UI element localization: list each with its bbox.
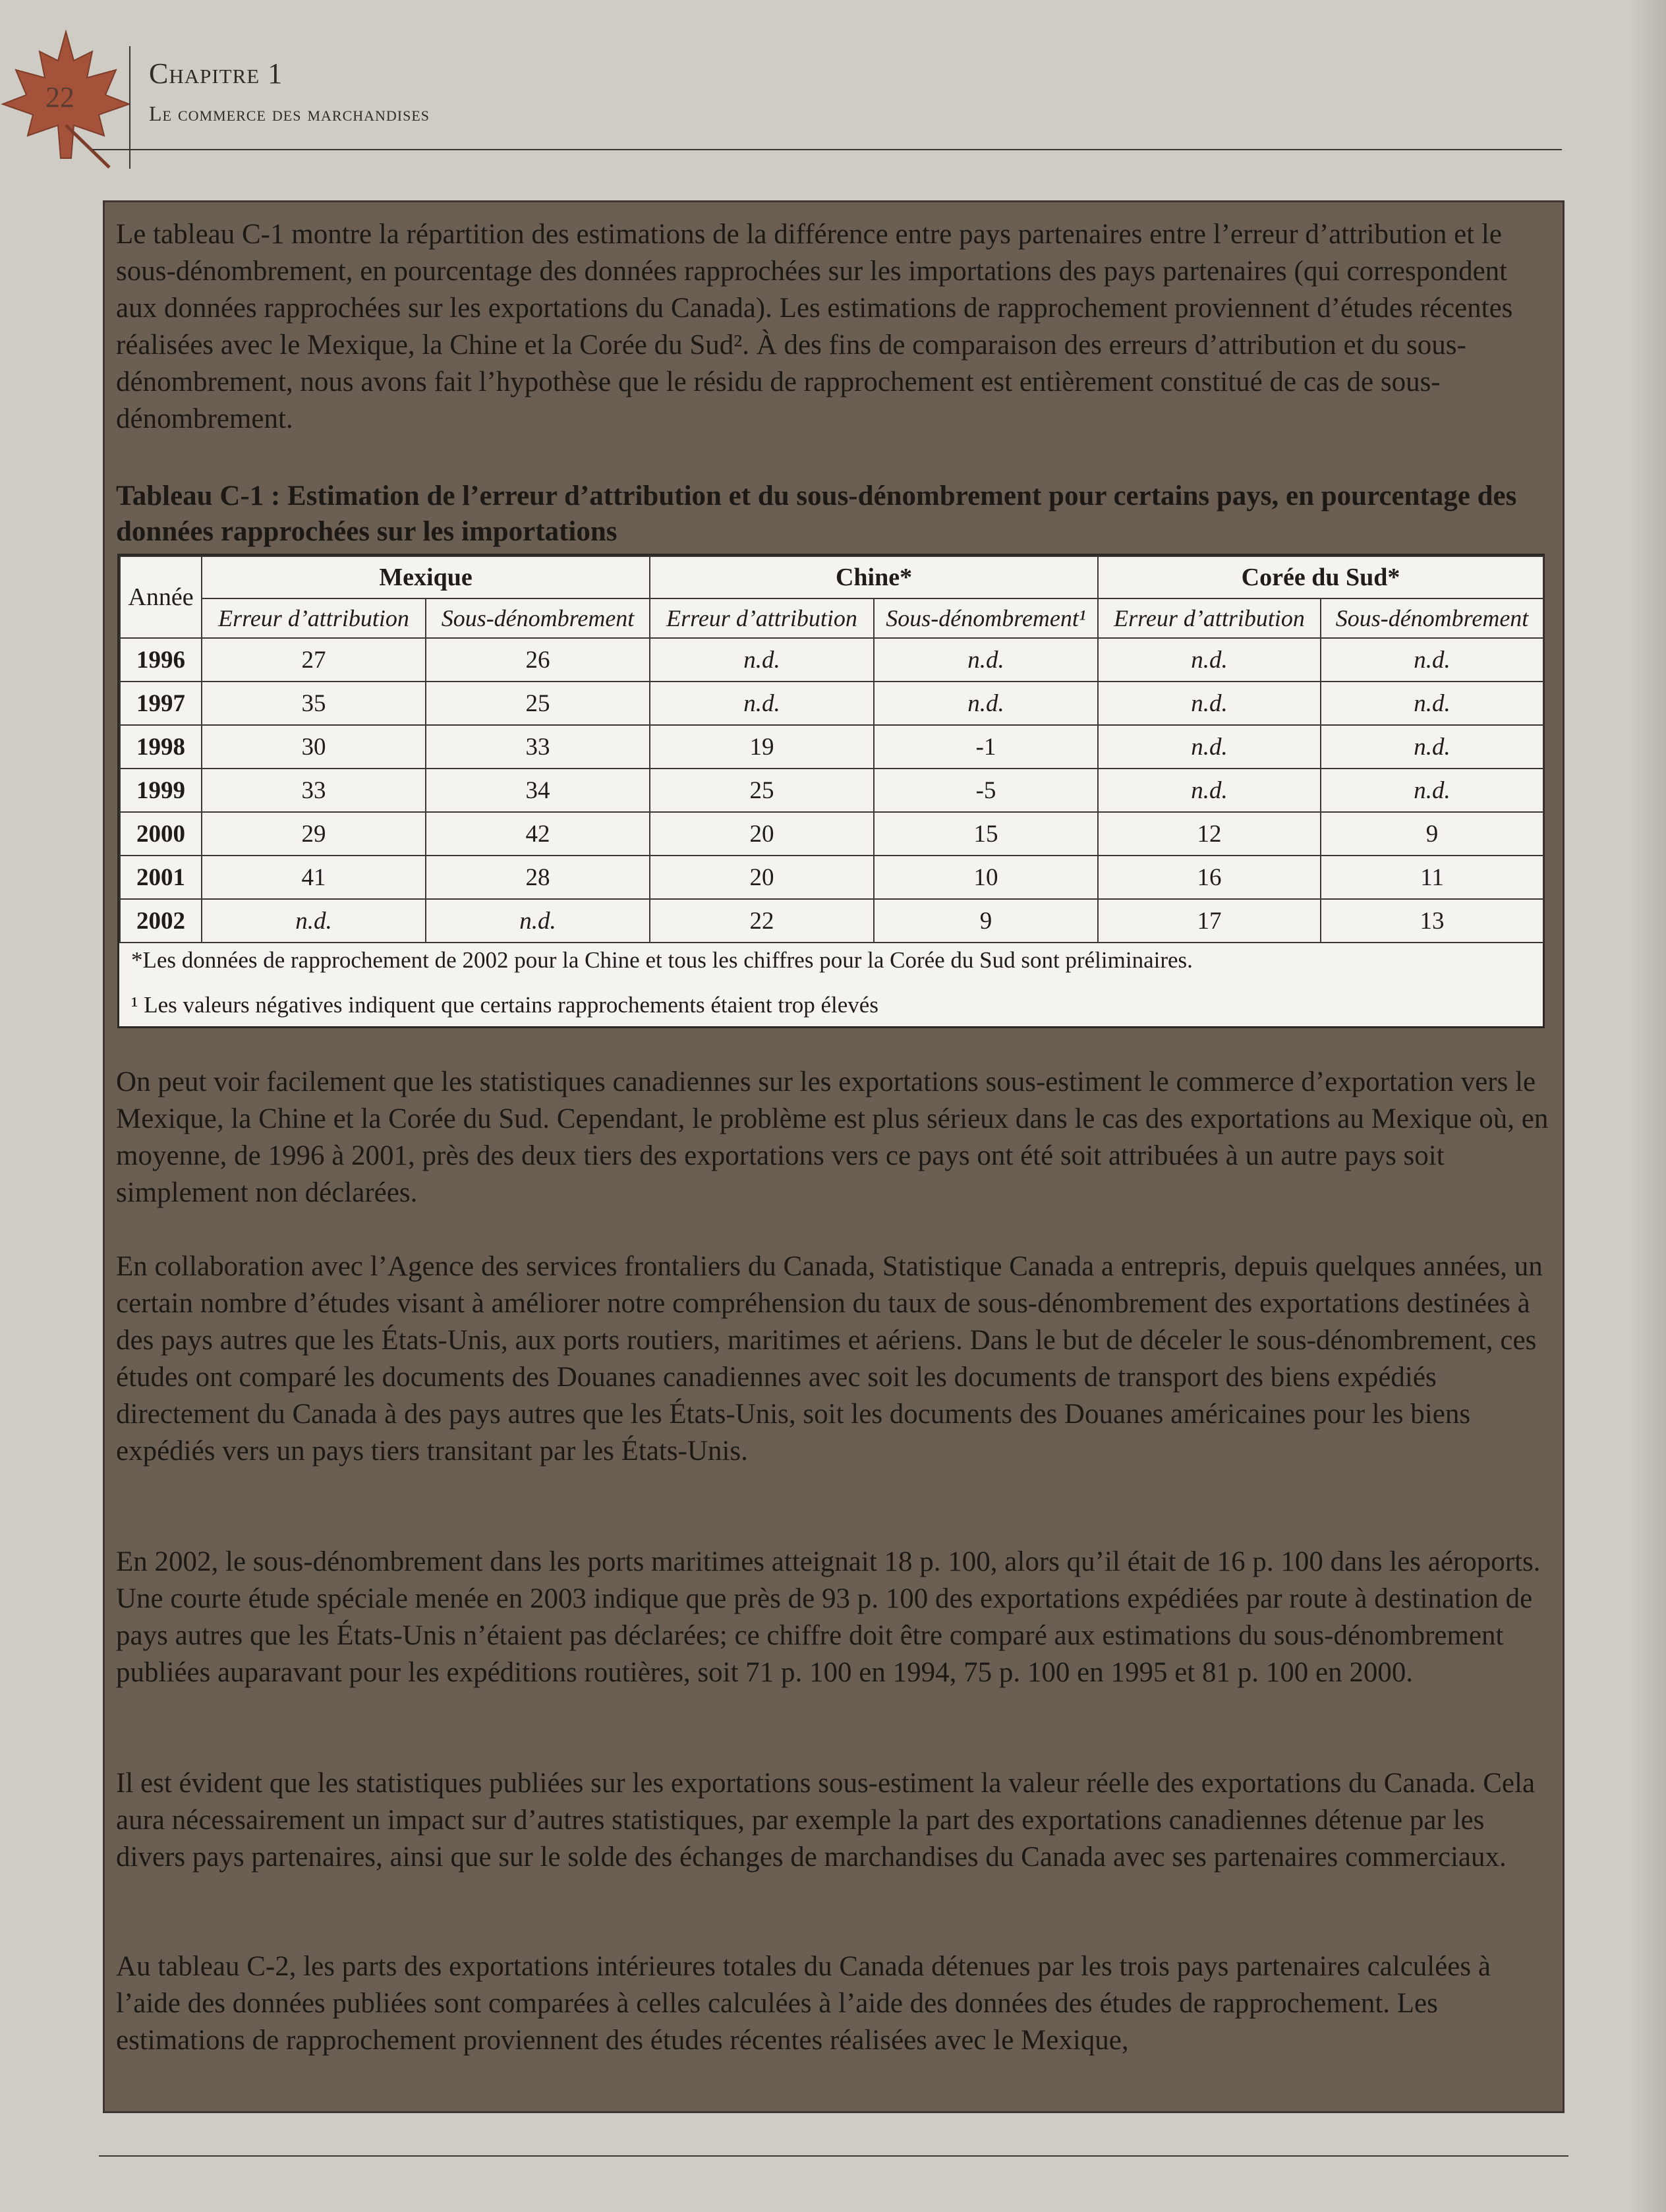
table-row (120, 638, 1543, 682)
table-cell: 30 (202, 725, 426, 769)
table-cell: -1 (874, 725, 1098, 769)
table-cell: 34 (426, 769, 650, 812)
table-cell: 26 (426, 638, 650, 682)
table-cell: n.d. (650, 682, 874, 725)
table-cell: n.d. (1098, 725, 1321, 769)
table-cell: n.d. (1098, 638, 1321, 682)
table-cell: 25 (650, 769, 874, 812)
table-cell: n.d. (202, 899, 426, 943)
group-header-mexique: Mexique (202, 556, 650, 598)
table-cell: 27 (202, 638, 426, 682)
table-cell: n.d. (426, 899, 650, 943)
table-row (120, 812, 1543, 856)
table-cell: 10 (874, 856, 1098, 899)
table-cell: 9 (1321, 812, 1543, 856)
table-cell: 19 (650, 725, 874, 769)
table-caption: Tableau C-1 : Estimation de l’erreur d’attribution et du sous-dénombrement pour certains pays, en pourcentage des données rapprochées sur les importations (116, 480, 1517, 547)
table-cell: n.d. (1321, 769, 1543, 812)
table-cell: 11 (1321, 856, 1543, 899)
body-paragraph: Au tableau C-2, les parts des exportations intérieures totales du Canada détenues par les trois pays partenaires calculées à l’aide des données publiées sont comparées à celles calculées à l’aide des données des études de rapprochement. Les estimations de rapprochement proviennent des études récentes réalisées avec le Mexique, (116, 1951, 1491, 2056)
year-cell: 2000 (120, 812, 202, 856)
subheader-mx-sous: Sous-dénombrement (426, 598, 650, 638)
table-cell: n.d. (1098, 682, 1321, 725)
table-cell: n.d. (1098, 769, 1321, 812)
table-cell: 9 (874, 899, 1098, 943)
subheader-kr-erreur: Erreur d’attribution (1098, 598, 1321, 638)
year-cell: 1996 (120, 638, 202, 682)
table-note-preliminary: *Les données de rapprochement de 2002 pour la Chine et tous les chiffres pour la Corée du Sud sont préliminaires. (131, 947, 1193, 973)
table-cell: n.d. (874, 638, 1098, 682)
table-cell: 35 (202, 682, 426, 725)
table-cell: 17 (1098, 899, 1321, 943)
table-cell: 41 (202, 856, 426, 899)
table-cell: 33 (202, 769, 426, 812)
page-header (0, 0, 1666, 171)
intro-paragraph: Le tableau C-1 montre la répartition des estimations de la différence entre pays partenaires entre l’erreur d’attribution et le sous-dénombrement, en pourcentage des données rapprochées sur les importations des pays partenaires (qui correspondent aux données rapprochées sur les exportations du Canada). Les estimations de rapprochement proviennent d’études récentes réalisées avec le Mexique, la Chine et la Corée du Sud². À des fins de comparaison des erreurs d’attribution et du sous-dénombrement, nous avons fait l’hypothèse que le résidu de rapprochement est entièrement constitué de cas de sous-dénombrement. (116, 219, 1513, 434)
table-cell: 20 (650, 812, 874, 856)
year-cell: 1997 (120, 682, 202, 725)
group-header-coree: Corée du Sud* (1098, 556, 1543, 598)
subheader-cn-erreur: Erreur d’attribution (650, 598, 874, 638)
table-cell: n.d. (1321, 638, 1543, 682)
table-row (120, 856, 1543, 899)
table-cell: 29 (202, 812, 426, 856)
table-row (120, 899, 1543, 943)
header-rule (92, 149, 1562, 150)
table-cell: 25 (426, 682, 650, 725)
body-paragraph: Il est évident que les statistiques publiées sur les exportations sous-estiment la valeur réelle des exportations du Canada. Cela aura nécessairement un impact sur d’autres statistiques, par exemple la part des exportations canadiennes détenue par les divers pays partenaires, ainsi que sur le solde des échanges de marchandises du Canada avec ses partenaires commerciaux. (116, 1768, 1536, 1873)
table-cell: 42 (426, 812, 650, 856)
table-cell: 33 (426, 725, 650, 769)
table-cell: 16 (1098, 856, 1321, 899)
table-cell: 13 (1321, 899, 1543, 943)
table-panel (117, 554, 1545, 1028)
page-number: 22 (45, 81, 74, 113)
subheader-mx-erreur: Erreur d’attribution (202, 598, 426, 638)
table-note-negative: ¹ Les valeurs négatives indiquent que certains rapprochements étaient trop élevés (131, 992, 878, 1018)
body-paragraph: En 2002, le sous-dénombrement dans les ports maritimes atteignait 18 p. 100, alors qu’il était de 16 p. 100 dans les aéroports. Une courte étude spéciale menée en 2003 indique que près de 93 p. 100 des exportations expédiées par route à destination de pays autres que les États-Unis n’étaient pas déclarées; ce chiffre doit être comparé aux estimations du sous-dénombrement publiées auparavant pour les expéditions routières, soit 71 p. 100 en 1994, 75 p. 100 en 1995 et 81 p. 100 en 2000. (116, 1546, 1541, 1688)
table-cell: 15 (874, 812, 1098, 856)
subheader-kr-sous: Sous-dénombrement (1321, 598, 1543, 638)
table-cell: 12 (1098, 812, 1321, 856)
footer-rule (99, 2155, 1568, 2157)
table-row (120, 725, 1543, 769)
data-table (119, 556, 1544, 943)
year-cell: 1998 (120, 725, 202, 769)
table-cell: 20 (650, 856, 874, 899)
table-cell: n.d. (650, 638, 874, 682)
table-cell: -5 (874, 769, 1098, 812)
chapter-subtitle: Le commerce des marchandises (149, 102, 430, 125)
chapter-title: Chapitre 1 (149, 57, 283, 90)
table-cell: 28 (426, 856, 650, 899)
table-row (120, 682, 1543, 725)
subheader-cn-sous: Sous-dénombrement¹ (874, 598, 1098, 638)
table-cell: n.d. (874, 682, 1098, 725)
page-edge-shadow (1628, 0, 1666, 2212)
table-row (120, 769, 1543, 812)
year-cell: 1999 (120, 769, 202, 812)
table-cell: n.d. (1321, 725, 1543, 769)
table-cell: 22 (650, 899, 874, 943)
group-header-chine: Chine* (650, 556, 1098, 598)
year-cell: 2001 (120, 856, 202, 899)
year-header: Année (120, 556, 202, 638)
body-paragraph: On peut voir facilement que les statistiques canadiennes sur les exportations sous-estiment le commerce d’exportation vers le Mexique, la Chine et la Corée du Sud. Cependant, le problème est plus sérieux dans le cas des exportations au Mexique où, en moyenne, de 1996 à 2001, près des deux tiers des exportations vers ce pays ont été soit attribuées à un autre pays soit simplement non déclarées. (116, 1066, 1549, 1208)
year-cell: 2002 (120, 899, 202, 943)
table-cell: n.d. (1321, 682, 1543, 725)
body-paragraph: En collaboration avec l’Agence des services frontaliers du Canada, Statistique Canada a entrepris, depuis quelques années, un certain nombre d’études visant à améliorer notre compréhension du taux de sous-dénombrement des exportations destinées à des pays autres que les États-Unis, aux ports routiers, maritimes et aériens. Dans le but de déceler le sous-dénombrement, ces études ont comparé les documents des Douanes canadiennes avec soit les documents de transport des biens expédiés directement du Canada à des pays autres que les États-Unis, soit les documents des Douanes américaines pour les biens expédiés vers un pays tiers transitant par les États-Unis. (116, 1251, 1543, 1467)
header-divider-vertical (129, 46, 130, 169)
